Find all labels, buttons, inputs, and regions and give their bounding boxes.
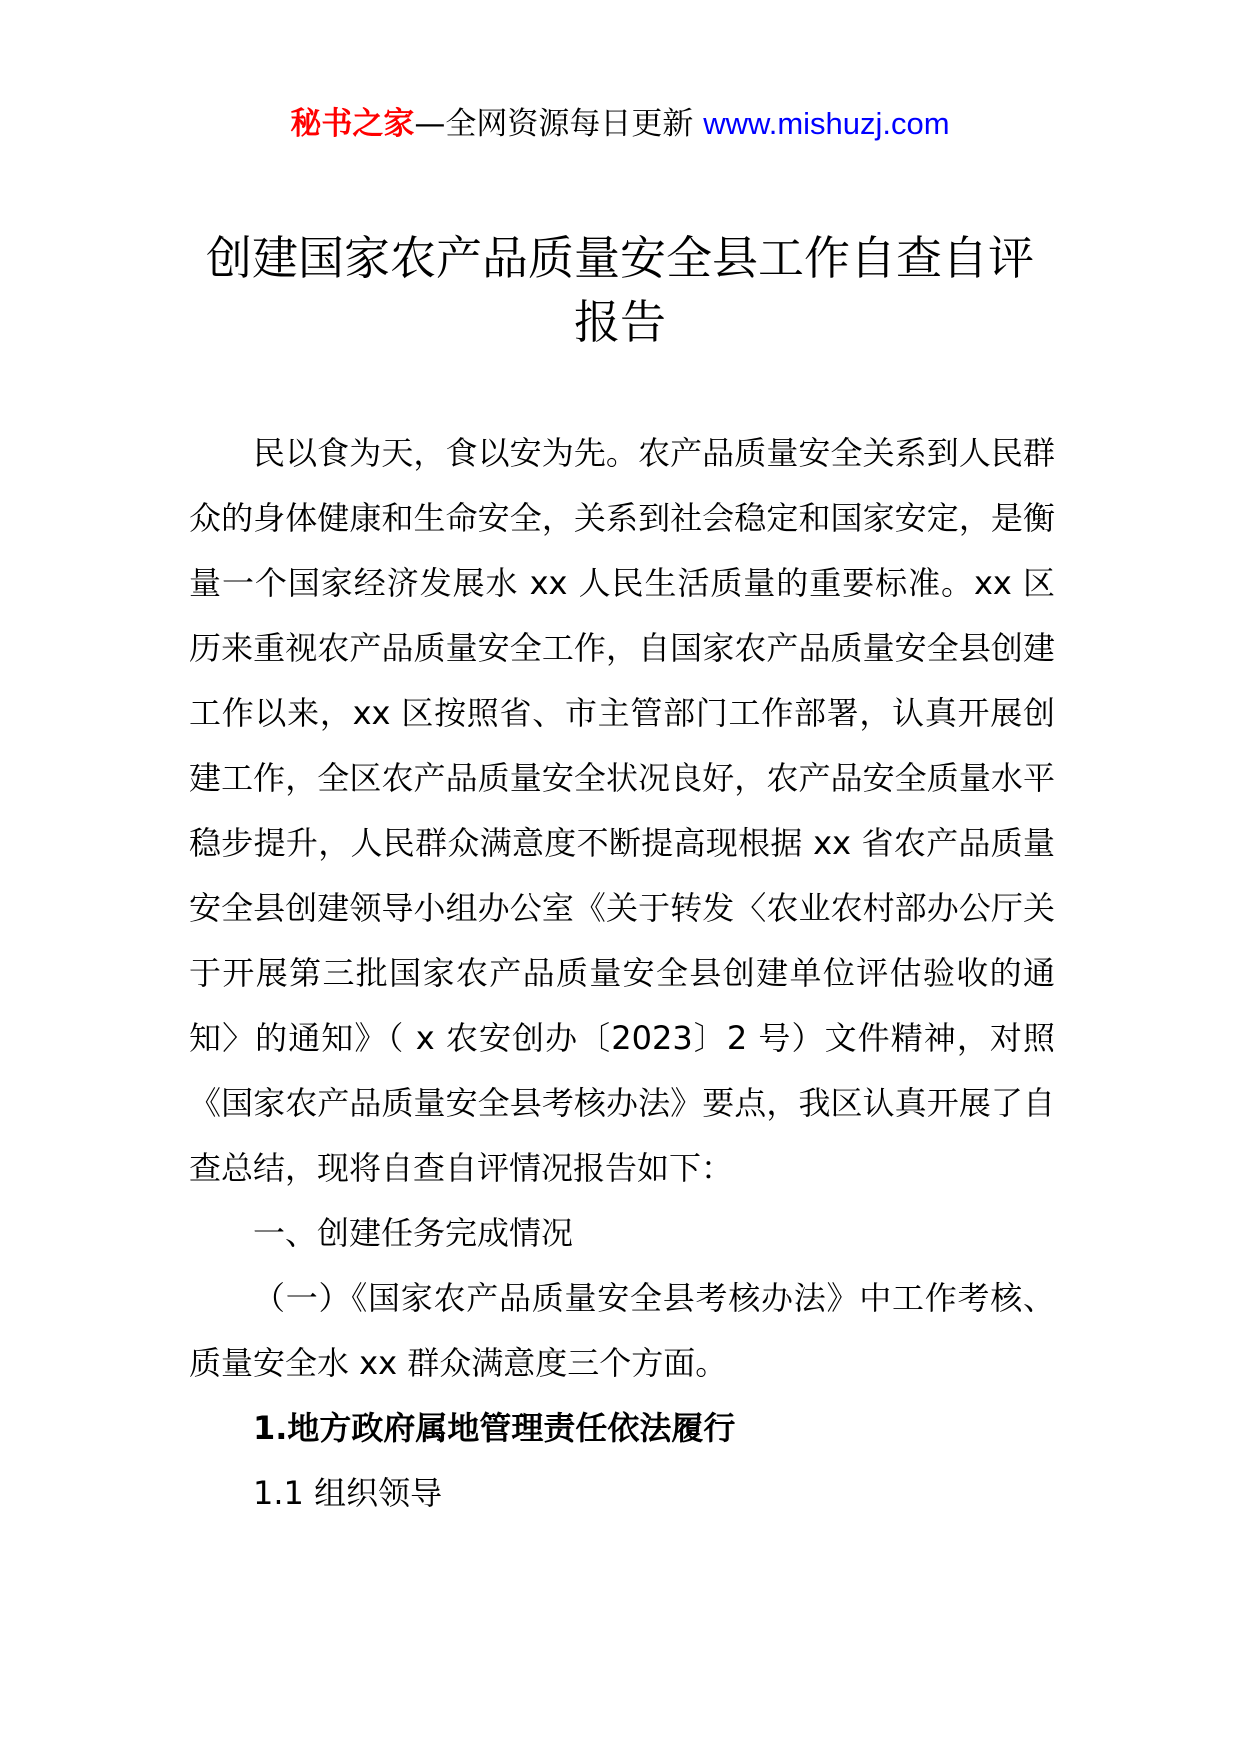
page-header — [0, 100, 1240, 148]
header-tagline: —全网资源每日更新 — [414, 106, 694, 142]
subsection-paragraph: （一）《国家农产品质量安全县考核办法》中工作考核、质量安全水 xx 群众满意度三个方面。 — [189, 1279, 1055, 1382]
subitem-heading: 1.1 组织领导 — [253, 1474, 443, 1512]
section-heading: 一、创建任务完成情况 — [253, 1214, 574, 1252]
document-body — [189, 421, 1055, 1526]
document-title: 创建国家农产品质量安全县工作自查自评报告 — [206, 231, 1034, 349]
site-link[interactable]: www.mishuzj.com — [703, 106, 950, 141]
intro-paragraph: 民以食为天，食以安为先。农产品质量安全关系到人民群众的身体健康和生命安全，关系到社会稳定和国家安定，是衡量一个国家经济发展水 xx 人民生活质量的重要标准。xx 区历来重视农产品质量安全工作，自国家农产品质量安全县创建工作以来，xx 区按照省、市主管部门工作部署，认真开展创建工作，全区农产品质量安全状况良好，农产品安全质量水平稳步提升，人民群众满意度不断提高现根据 xx 省农产品质量安全县创建领导小组办公室《关于转发〈农业农村部办公厅关于开展第三批国家农产品质量安全县创建单位评估验收的通知〉的通知》（ x 农安创办〔2023〕2 号）文件精神，对照《国家农产品质量安全县考核办法》要点，我区认真开展了自查总结，现将自查自评情况报告如下： — [189, 434, 1055, 1187]
brand-name: 秘书之家 — [290, 106, 415, 142]
item-heading: 1.地方政府属地管理责任依法履行 — [253, 1409, 736, 1447]
